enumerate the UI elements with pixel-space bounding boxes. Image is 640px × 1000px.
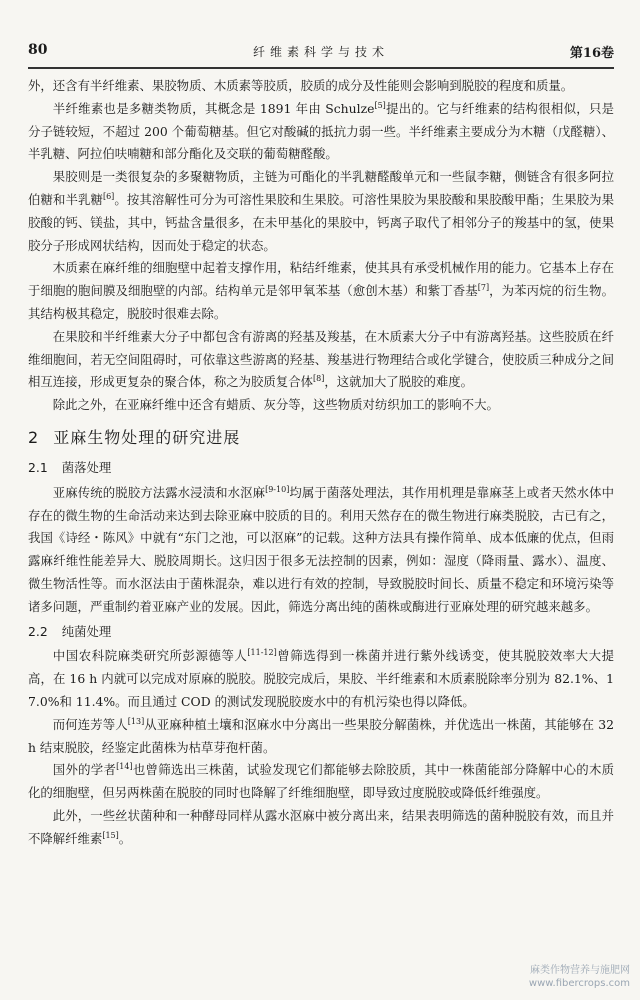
body-paragraph bbox=[28, 257, 614, 325]
citation-ref: [6] bbox=[102, 191, 115, 201]
citation-ref: [14] bbox=[116, 762, 133, 772]
body-paragraph bbox=[28, 645, 614, 713]
citation-ref: [15] bbox=[102, 830, 119, 840]
paragraph-text: 半纤维素也是多糖类物质，其概念是 1891 年由 Schulze bbox=[52, 100, 375, 116]
paragraph-text: 果胶则是一类很复杂的多聚糖物质，主链为可酯化的半乳糖醛酸单元和一些鼠李糖，侧链含有很多阿拉伯糖和半乳糖 bbox=[28, 169, 614, 207]
paragraph-text: ，这就加大了脱胶的难度。 bbox=[324, 374, 474, 390]
subsection-heading-2-1 bbox=[28, 457, 614, 480]
paragraph-text: 在果胶和半纤维素大分子中都包含有游离的羟基及羧基，在木质素大分子中有游离羟基。这些胶质在纤维细胞间，若无空间阻碍时，可依靠这些游离的羟基、羧基进行物理结合或化学键合，使胶质三种成分之间相互连接，形成更复杂的聚合体，称之为胶质复合体 bbox=[28, 328, 614, 390]
section-number: 2 bbox=[28, 427, 40, 447]
paragraph-text: 国外的学者 bbox=[52, 762, 117, 778]
section-heading-2 bbox=[28, 425, 614, 451]
citation-ref: [9-10] bbox=[265, 484, 290, 494]
citation-ref: [11-12] bbox=[247, 648, 277, 658]
citation-ref: [13] bbox=[127, 716, 145, 726]
body-paragraph bbox=[28, 98, 614, 166]
paragraph-text: 除此之外，在亚麻纤维中还含有蜡质、灰分等，这些物质对纺织加工的影响不大。 bbox=[52, 397, 499, 413]
paragraph-text: 均属于菌落处理法，其作用机理是靠麻茎上或者天然水体中存在的微生物的生命活动来达到去除亚麻中胶质的目的。利用天然存在的微生物进行麻类脱胶，古已有之，我国《诗经・陈风》中就有“东门之池，可以沤麻”的记载。这种方法具有操作简单、成本低廉的优点，但雨露麻纤维性能差异大、脱胶周期长。这归因于很多无法控制的因素，例如：湿度（降雨量、露水）、温度、微生物活性等。而水沤法由于菌株混杂，难以进行有效的控制，导致脱胶时间长、质量不稳定和环境污染等诸多问题，严重制约着亚麻产业的发展。因此，筛选分离出纯的菌株或酶进行亚麻处理的研究越来越多。 bbox=[28, 484, 615, 614]
body-paragraph bbox=[28, 166, 614, 257]
body-paragraph bbox=[28, 75, 614, 98]
body-paragraph bbox=[28, 482, 614, 619]
watermark-url: www.fibercrops.com bbox=[528, 978, 630, 989]
body-paragraph bbox=[28, 326, 614, 394]
paragraph-text: 从亚麻种植土壤和沤麻水中分离出一些果胶分解菌株，并优选出一株菌，其能够在 32 h 结束脱胶，经鉴定此菌株为枯草芽孢杆菌。 bbox=[28, 716, 614, 755]
citation-ref: [7] bbox=[477, 283, 490, 293]
subsection-2-2-paragraphs bbox=[28, 645, 614, 850]
subsection-heading-2-2 bbox=[28, 621, 614, 644]
body-paragraph bbox=[28, 805, 614, 851]
article-body bbox=[28, 75, 614, 851]
paragraph-text: 曾筛选得到一株菌并进行紫外线诱变，使其脱胶效率大大提高，在 16 h 内就可以完成对原麻的脱胶。脱胶完成后，果胶、半纤维素和木质素脱除率分别为 82.1%、17.0%和 11.4%。而且通过 COD 的测试发现脱胶废水中的有机污染也得以降低。 bbox=[28, 648, 614, 709]
journal-title: 纤维素科学与技术 bbox=[252, 45, 389, 59]
paragraph-text: 。按其溶解性可分为可溶性果胶和生果胶。可溶性果胶为果胶酸和果胶酸甲酯；生果胶为果胶酸的钙、镁盐，其中，钙盐含量很多，在未甲基化的果胶中，钙离子取代了相邻分子的羧基中的氢，使果胶分子形成网状结构，因而处于稳定的状态。 bbox=[28, 191, 615, 253]
paragraph-text: 外，还含有半纤维素、果胶物质、木质素等胶质，胶质的成分及性能则会影响到脱胶的程度和质量。 bbox=[28, 78, 574, 93]
citation-ref: [8] bbox=[312, 374, 325, 384]
subsection-number: 2.1 bbox=[28, 459, 48, 475]
body-paragraph bbox=[28, 759, 614, 805]
paragraph-text: 。 bbox=[118, 830, 132, 846]
paragraph-text: 亚麻传统的脱胶方法露水浸渍和水沤麻 bbox=[52, 484, 266, 500]
citation-ref: [5] bbox=[374, 100, 386, 110]
paragraph-text: 中国农科院麻类研究所彭源德等人 bbox=[52, 648, 248, 664]
paragraph-text: 也曾筛选出三株菌，试验发现它们都能够去除胶质，其中一株菌能部分降解中心的木质化的细胞壁，但另两株菌在脱胶的同时也降解了纤维细胞壁，即导致过度脱胶或降低纤维强度。 bbox=[28, 762, 615, 801]
section-title: 亚麻生物处理的研究进展 bbox=[53, 427, 241, 447]
site-watermark bbox=[529, 964, 630, 990]
watermark-name: 麻类作物营养与施肥网 bbox=[530, 965, 630, 976]
intro-paragraphs bbox=[28, 75, 614, 417]
paragraph-text: 提出的。它与纤维素的结构很相似，只是分子链较短，不超过 200 个葡萄糖基。但它对酸碱的抵抗力弱一些。半纤维素主要成分为木糖（戊醛糖）、半乳糖、阿拉伯呋喃糖和部分酯化及交联的葡萄糖醛酸。 bbox=[28, 100, 615, 162]
paragraph-text: 此外，一些丝状菌种和一种酵母同样从露水沤麻中被分离出来，结果表明筛选的菌种脱胶有效，而且并不降解纤维素 bbox=[28, 807, 614, 846]
paragraph-text: ，为苯丙烷的衍生物。其结构极其稳定，脱胶时很难去除。 bbox=[28, 283, 615, 321]
subsection-title: 纯菌处理 bbox=[61, 623, 112, 639]
running-header bbox=[28, 40, 614, 64]
volume-label: 第16卷 bbox=[569, 46, 614, 61]
body-paragraph bbox=[28, 714, 614, 760]
header-rule bbox=[28, 67, 614, 69]
body-paragraph bbox=[28, 394, 614, 417]
page-number: 80 bbox=[28, 42, 48, 58]
paragraph-text: 而何连芳等人 bbox=[52, 716, 128, 732]
paragraph-text: 木质素在麻纤维的细胞壁中起着支撑作用，粘结纤维素，使其具有承受机械作用的能力。它基本上存在于细胞的胞间膜及细胞壁的内部。结构单元是邻甲氧苯基（愈创木基）和紫丁香基 bbox=[28, 260, 614, 299]
subsection-title: 菌落处理 bbox=[61, 459, 112, 475]
subsection-2-1-paragraphs bbox=[28, 482, 614, 619]
subsection-number: 2.2 bbox=[28, 623, 48, 639]
